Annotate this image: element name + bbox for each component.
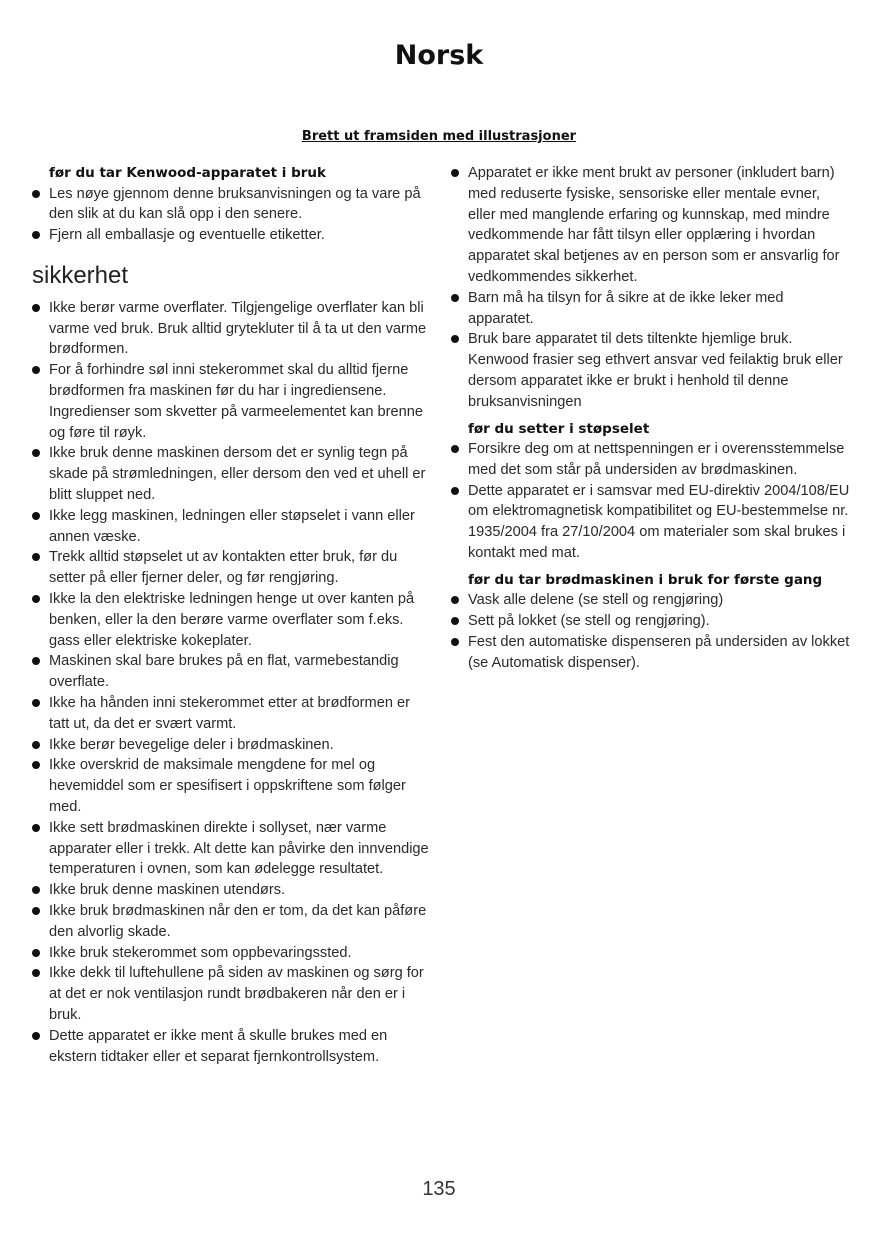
list-item: Ikke bruk denne maskinen dersom det er synlig tegn på skade på strømledningen, eller dersom den ved et uhell er blitt sluppet ned.	[32, 443, 430, 505]
page-number: 135	[422, 1178, 456, 1200]
list-item: Forsikre deg om at nettspenningen er i overensstemmelse med det som står på undersiden av brødmaskinen.	[451, 439, 851, 481]
section-heading-before-use: før du tar Kenwood-apparatet i bruk	[49, 165, 326, 181]
list-item: Ikke bruk brødmaskinen når den er tom, da det kan påføre den alvorlig skade.	[32, 901, 430, 943]
list-item: Ikke legg maskinen, ledningen eller støpselet i vann eller annen væske.	[32, 506, 430, 548]
list-item: Dette apparatet er ikke ment å skulle brukes med en ekstern tidtaker eller et separat fjernkontrollsystem.	[32, 1026, 430, 1068]
list-item: Barn må ha tilsyn for å sikre at de ikke leker med apparatet.	[451, 288, 851, 330]
list-item: Ikke berør varme overflater. Tilgjengelige overflater kan bli varme ved bruk. Bruk alltid grytekluter til å ta ut den varme brødformen.	[32, 298, 430, 360]
list-item: Ikke berør bevegelige deler i brødmaskinen.	[32, 735, 430, 756]
list-item: Vask alle delene (se stell og rengjøring)	[451, 590, 851, 611]
list-item: Ikke dekk til luftehullene på siden av maskinen og sørg for at det er nok ventilasjon rundt brødbakeren når den er i bruk.	[32, 963, 430, 1025]
list-item: Apparatet er ikke ment brukt av personer (inkludert barn) med reduserte fysiske, sensoriske eller mentale evner, eller med manglende erfaring og kunnskap, med mindre vedkommende har fått tilsyn eller opplæring i hvordan apparatet skal betjenes av en person som er ansvarlig for vedkommendes sikkerhet.	[451, 163, 851, 288]
list-item: Bruk bare apparatet til dets tiltenkte hjemlige bruk. Kenwood frasier seg ethvert ansvar ved feilaktig bruk eller dersom apparatet ikke er brukt i henhold til denne bruksanvisningen	[451, 329, 851, 412]
list-item: Sett på lokket (se stell og rengjøring).	[451, 611, 851, 632]
list-item: Maskinen skal bare brukes på en flat, varmebestandig overflate.	[32, 651, 430, 693]
page-title: Norsk	[394, 40, 484, 71]
section-heading-first-use: før du tar brødmaskinen i bruk for første gang	[468, 571, 823, 588]
list-item: Ikke overskrid de maksimale mengdene for mel og hevemiddel som er spesifisert i oppskriftene som følger med.	[32, 755, 430, 817]
left-column	[32, 163, 430, 1067]
list-item: Ikke ha hånden inni stekerommet etter at brødformen er tatt ut, da det er svært varmt.	[32, 693, 430, 735]
list-item: Ikke sett brødmaskinen direkte i sollyset, nær varme apparater eller i trekk. Alt dette kan påvirke den innvendige temperaturen i ovnen, som kan ødelegge resultatet.	[32, 818, 430, 880]
intro-list	[451, 163, 851, 413]
list-item: Trekk alltid støpselet ut av kontakten etter bruk, før du setter på eller fjerner deler, og før rengjøring.	[32, 547, 430, 589]
list-item: For å forhindre søl inni stekerommet skal du alltid fjerne brødformen fra maskinen før du har i ingrediensene. Ingredienser som skvetter på varmeelementet kan brenne og føre til røyk.	[32, 360, 430, 443]
safety-heading: sikkerhet	[32, 261, 129, 289]
list-item: Dette apparatet er i samsvar med EU-direktiv 2004/108/EU om elektromagnetisk kompatibilitet og EU-bestemmelse nr. 1935/2004 fra 27/10/2004 om materialer som skal brukes i kontakt med mat.	[451, 481, 851, 564]
safety-list	[32, 298, 430, 1067]
before-plug-list	[451, 439, 851, 564]
list-item: Fest den automatiske dispenseren på undersiden av lokket (se Automatisk dispenser).	[451, 632, 851, 674]
before-use-list	[32, 184, 430, 246]
section-heading-before-plug: før du setter i støpselet	[468, 420, 650, 437]
first-use-list	[451, 590, 851, 673]
list-item: Ikke la den elektriske ledningen henge ut over kanten på benken, eller la den berøre varme overflater som f.eks. gass eller elektriske kokeplater.	[32, 589, 430, 651]
page-subtitle: Brett ut framsiden med illustrasjoner	[301, 129, 577, 144]
list-item: Ikke bruk denne maskinen utendørs.	[32, 880, 430, 901]
list-item: Les nøye gjennom denne bruksanvisningen og ta vare på den slik at du kan slå opp i den senere.	[32, 184, 430, 226]
list-item: Fjern all emballasje og eventuelle etiketter.	[32, 225, 430, 246]
right-column	[451, 163, 851, 674]
list-item: Ikke bruk stekerommet som oppbevaringssted.	[32, 943, 430, 964]
